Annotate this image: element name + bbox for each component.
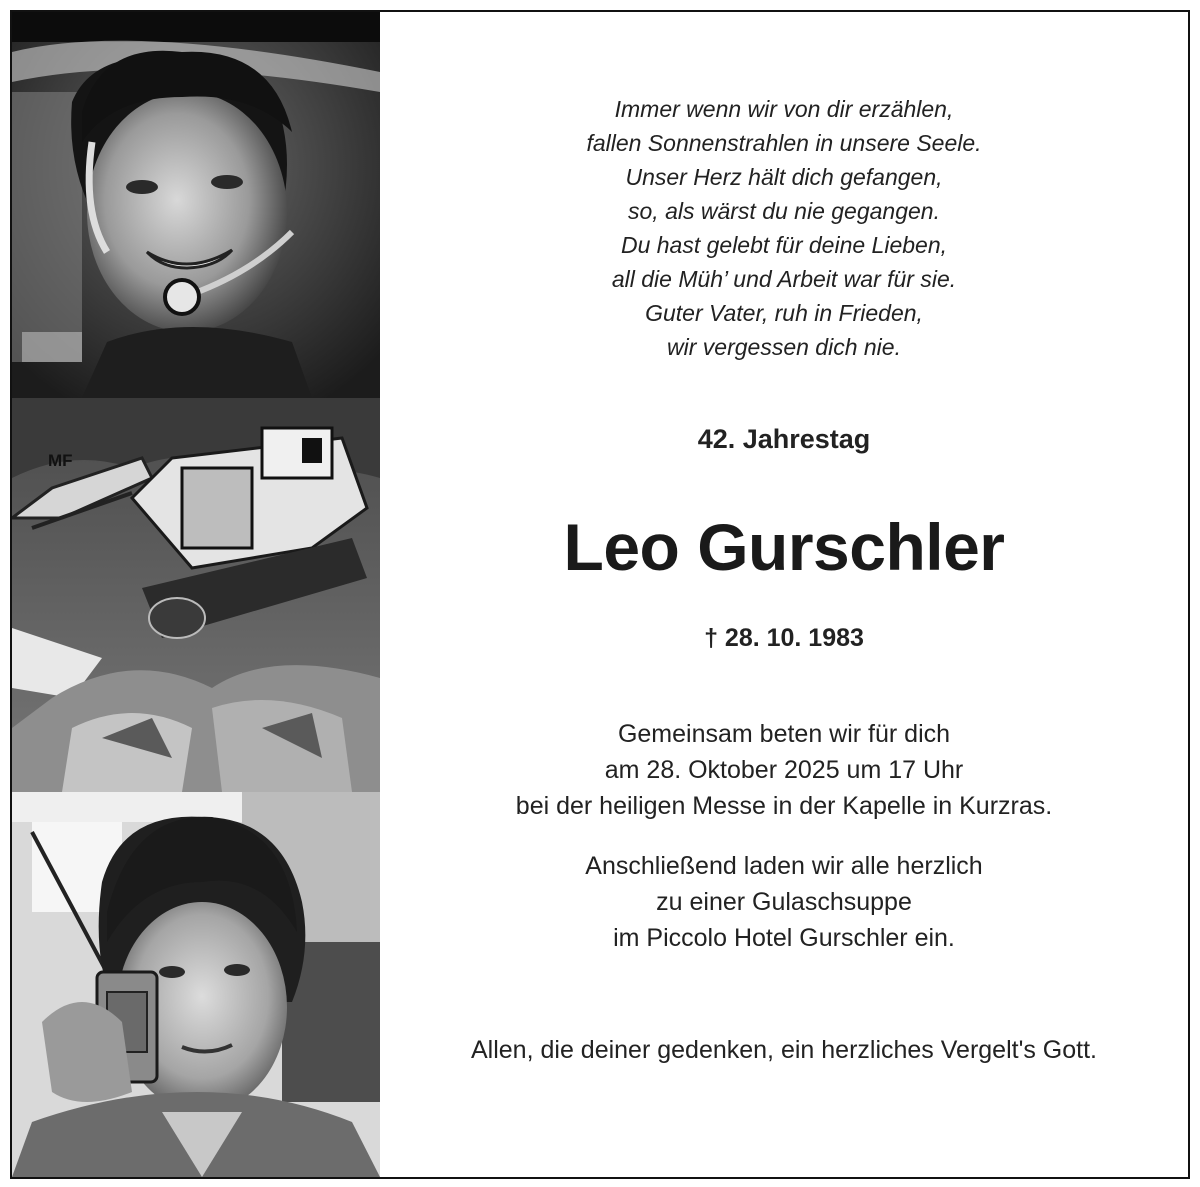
prayer-line: Gemeinsam beten wir für dich [617,720,951,748]
poem-line: wir vergessen dich nie. [667,334,901,360]
prayer-line: am 28. Oktober 2025 um 17 Uhr [604,756,964,784]
poem-line: all die Müh’ und Arbeit war für sie. [611,266,957,292]
poem-line: Du hast gelebt für deine Lieben, [620,232,948,258]
poem-line: Guter Vater, ruh in Frieden, [645,300,923,326]
prayer-announcement [380,716,1188,824]
poem-line: Unser Herz hält dich gefangen, [625,164,943,190]
death-date: † 28. 10. 1983 [704,624,864,652]
poem-line: Immer wenn wir von dir erzählen, [614,96,954,122]
notice-text [380,12,1188,1177]
invitation-line: zu einer Gulaschsuppe [656,888,912,916]
invitation-text [380,848,1188,956]
thanks-line: Allen, die deiner gedenken, ein herzliches Vergelt's Gott. [471,1036,1097,1064]
prayer-line: bei der heiligen Messe in der Kapelle in Kurzras. [515,792,1053,820]
invitation-line: Anschließend laden wir alle herzlich [585,852,983,880]
invitation-line: im Piccolo Hotel Gurschler ein. [613,924,955,952]
anniversary-label: 42. Jahrestag [697,424,871,454]
photo-column [12,12,380,1177]
photo-telephone-portrait [12,792,380,1177]
poem-line: fallen Sonnenstrahlen in unsere Seele. [586,130,982,156]
memorial-poem [380,92,1188,364]
deceased-name: Leo Gurschler [563,510,1005,584]
photo-excavator [12,398,380,792]
photo-headset-portrait [12,12,380,398]
poem-line: so, als wärst du nie gegangen. [628,198,940,224]
excavator-logo: MF [48,451,73,470]
obituary-notice [10,10,1190,1179]
